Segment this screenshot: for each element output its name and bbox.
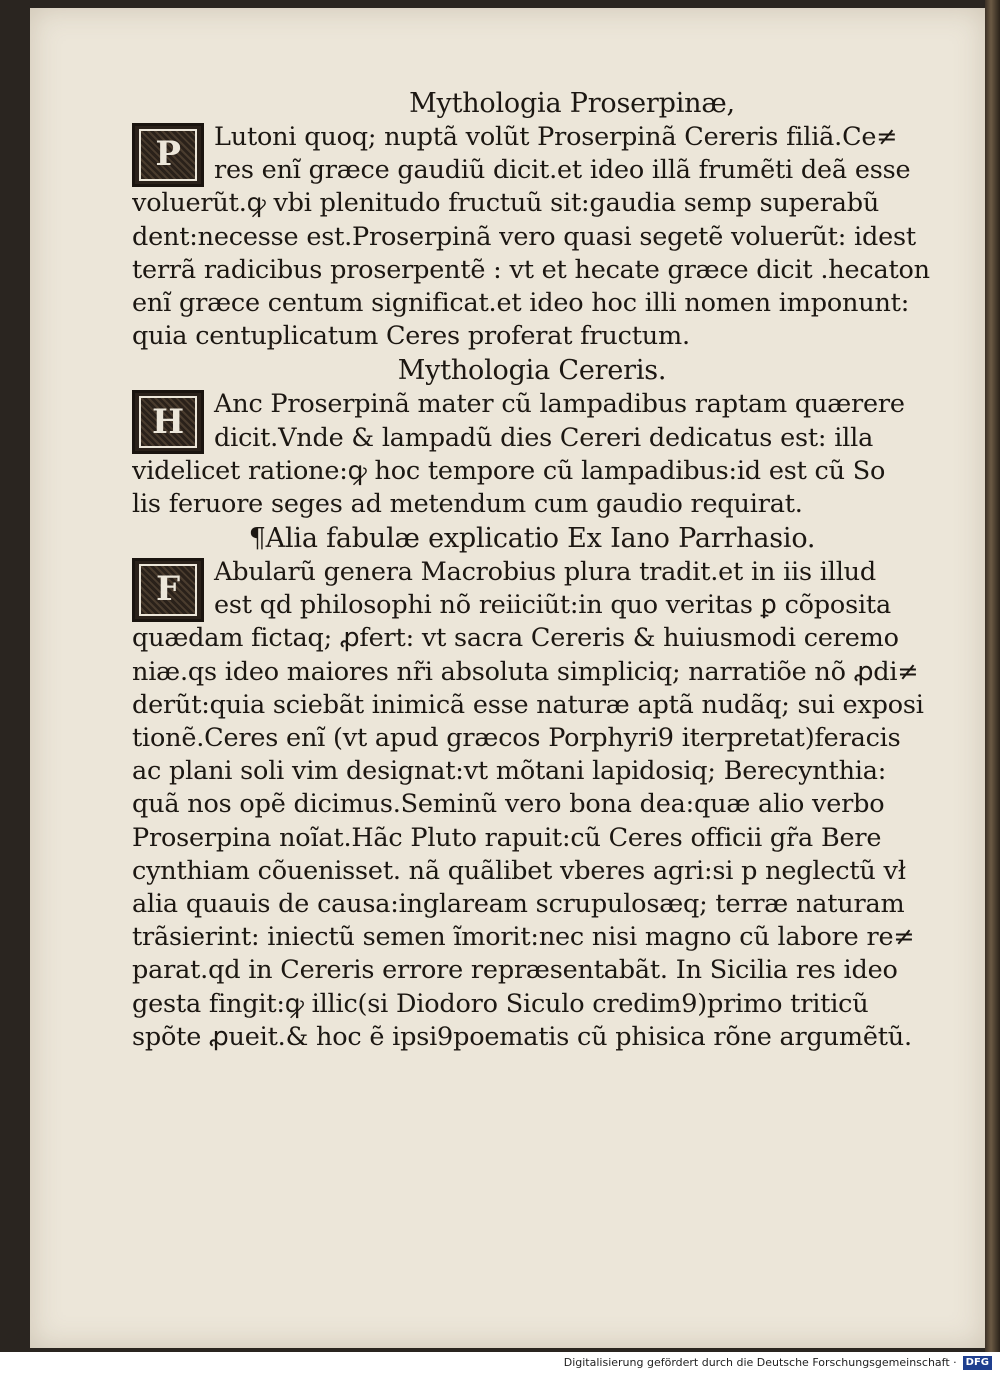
decorated-initial xyxy=(132,123,204,187)
text-line: cynthiam cõuenisset. nã quãlibet vberes agri:si p neglectũ vł xyxy=(132,855,906,886)
text-line: est qd philosophi nõ reiiciũt:in quo veritas ꝑ cõposita xyxy=(214,590,891,621)
text-line: tionẽ.Ceres enĩ (vt apud græcos Porphyri9 iterpretat)feracis xyxy=(132,723,901,753)
text-line: quã nos opẽ dicimus.Seminũ vero bona dea:quæ alio verbo xyxy=(132,789,885,820)
text-line: voluerũt.ꝙ vbi plenitudo fructuũ sit:gaudia semp superabũ xyxy=(132,188,880,219)
text-line: dicit.Vnde & lampadũ dies Cereri dedicatus est: illa xyxy=(214,422,874,453)
text-line: videlicet ratione:ꝙ hoc tempore cũ lampadibus:id est cũ So xyxy=(132,455,886,486)
text-line: derũt:quia sciebãt inimicã esse naturæ aptã nudãq; sui exposi xyxy=(132,689,924,720)
text-line: trãsierint: iniectũ semen ĩmorit:nec nisi magno cũ labore re≠ xyxy=(132,922,915,953)
initial-letter: H xyxy=(139,396,197,448)
text-line: Abularũ genera Macrobius plura tradit.et in iis illud xyxy=(214,557,877,588)
text-line: spõte ꝓueit.& hoc ẽ ipsi9poematis cũ phisica rõne argumẽtũ. xyxy=(132,1021,912,1052)
text-line: dent:necesse est.Proserpinã vero quasi segetẽ voluerũt: idest xyxy=(132,221,916,252)
page-text xyxy=(132,80,932,1054)
text-line: lis feruore seges ad metendum cum gaudio requirat. xyxy=(132,488,803,519)
text-line: Anc Proserpinã mater cũ lampadibus raptam quærere xyxy=(214,389,905,420)
text-line: parat.qd in Cereris errore repræsentabãt. In Sicilia res ideo xyxy=(132,955,898,986)
text-line: res enĩ græce gaudiũ dicit.et ideo illã frumẽti deã esse xyxy=(214,155,911,186)
heading-mythologia-cereris: Mythologia Cereris. xyxy=(397,355,667,387)
decorated-initial xyxy=(132,390,204,454)
text-line: enĩ græce centum significat.et ideo hoc illi nomen imponunt: xyxy=(132,287,910,318)
footer-credit: Digitalisierung gefördert durch die Deutsche Forschungsgemeinschaft · xyxy=(563,1356,957,1369)
initial-letter: F xyxy=(139,564,197,616)
paragraph-fabularum xyxy=(132,556,932,1054)
text-line: quia centuplicatum Ceres proferat fructum. xyxy=(132,321,690,352)
text-line: gesta fingit:ꝙ illic(si Diodoro Siculo credim9)primo triticũ xyxy=(132,988,869,1019)
paragraph-proserpina xyxy=(132,121,932,353)
text-line: quædam fictaq; ꝓfert: vt sacra Cereris & huiusmodi ceremo xyxy=(132,623,899,654)
text-line: alia quauis de causa:inglaream scrupulosæq; terræ naturam xyxy=(132,888,905,919)
digitization-footer xyxy=(0,1352,1000,1373)
heading-mythologia-proserpinae: Mythologia Proserpinæ, xyxy=(409,88,735,119)
initial-letter: P xyxy=(139,129,197,181)
text-line: Lutoni quoq; nuptã volũt Proserpinã Cereris filiã.Ce≠ xyxy=(214,122,898,152)
page-edge xyxy=(985,0,1000,1352)
text-line: terrã radicibus proserpentẽ : vt et hecate græce dicit .hecaton xyxy=(132,254,930,285)
text-line: niæ.qs ideo maiores nr̃i absoluta simpliciq; narratiõe nõ ꝓdi≠ xyxy=(132,656,919,687)
heading-alia-fabulae: ¶Alia fabulæ explicatio Ex Iano Parrhasio. xyxy=(248,523,816,555)
text-line: ac plani soli vim designat:vt mõtani lapidosiq; Berecynthia: xyxy=(132,756,887,787)
text-line: Proserpina noĩat.Hãc Pluto rapuit:cũ Ceres officii gr̃a Bere xyxy=(132,822,882,853)
paragraph-ceres xyxy=(132,388,932,521)
decorated-initial xyxy=(132,558,204,622)
dfg-logo: DFG xyxy=(963,1356,992,1370)
